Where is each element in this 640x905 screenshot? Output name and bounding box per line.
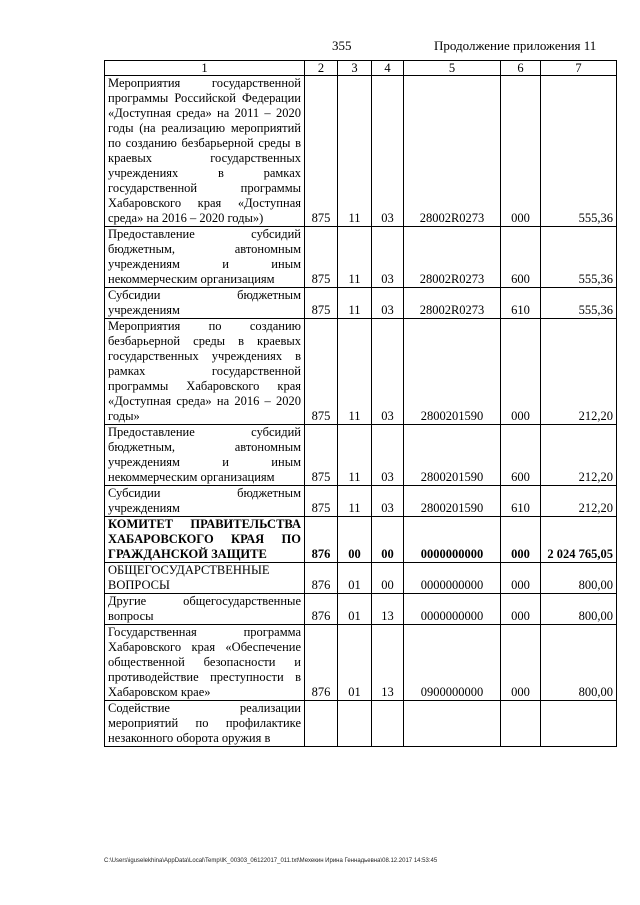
cell-ministry-code: 876 <box>305 594 338 625</box>
cell-subsection: 00 <box>372 517 404 563</box>
cell-expense-type: 000 <box>501 319 541 425</box>
cell-ministry-code: 876 <box>305 563 338 594</box>
cell-subsection: 03 <box>372 319 404 425</box>
cell-ministry-code: 875 <box>305 319 338 425</box>
appendix-continuation-title: Продолжение приложения 11 <box>434 38 597 53</box>
cell-subsection: 03 <box>372 425 404 486</box>
cell-subsection: 03 <box>372 76 404 227</box>
row-name: Субсидии бюджетным учреждениям <box>105 288 305 319</box>
cell-ministry-code: 876 <box>305 625 338 701</box>
cell-expense-type: 610 <box>501 486 541 517</box>
column-header: 4 <box>372 61 404 76</box>
column-header: 5 <box>404 61 501 76</box>
cell-section <box>338 701 372 747</box>
cell-amount <box>541 701 617 747</box>
cell-target-article: 2800201590 <box>404 319 501 425</box>
table-row <box>105 517 617 563</box>
cell-ministry-code: 875 <box>305 76 338 227</box>
cell-section: 01 <box>338 563 372 594</box>
cell-expense-type: 600 <box>501 227 541 288</box>
column-header: 1 <box>105 61 305 76</box>
cell-amount: 800,00 <box>541 563 617 594</box>
row-name: Государственная программа Хабаровского края «Обеспечение общественной безопасности и противодействие преступности в Хабаровском крае» <box>105 625 305 701</box>
cell-ministry-code: 876 <box>305 517 338 563</box>
table-row <box>105 319 617 425</box>
table-row <box>105 288 617 319</box>
cell-section: 11 <box>338 486 372 517</box>
cell-amount: 800,00 <box>541 594 617 625</box>
cell-expense-type: 000 <box>501 594 541 625</box>
column-header: 3 <box>338 61 372 76</box>
cell-target-article: 2800201590 <box>404 486 501 517</box>
row-name: Мероприятия государственной программы Российской Федерации «Доступная среда» на 2011 – 2020 годы (на реализацию мероприятий по созданию безбарьерной среды в краевых государственных учреждениях в рамках государственной программы Хабаровского края «Доступная среда» на 2016 – 2020 годы») <box>105 76 305 227</box>
cell-subsection: 03 <box>372 288 404 319</box>
table-row <box>105 425 617 486</box>
cell-amount: 212,20 <box>541 319 617 425</box>
cell-expense-type: 000 <box>501 517 541 563</box>
cell-ministry-code: 875 <box>305 288 338 319</box>
column-number-row <box>105 61 617 76</box>
cell-target-article: 28002R0273 <box>404 76 501 227</box>
cell-section: 01 <box>338 594 372 625</box>
cell-target-article: 0900000000 <box>404 625 501 701</box>
cell-amount: 555,36 <box>541 227 617 288</box>
cell-expense-type: 600 <box>501 425 541 486</box>
table-row <box>105 563 617 594</box>
row-name: Другие общегосударственные вопросы <box>105 594 305 625</box>
cell-target-article <box>404 701 501 747</box>
cell-expense-type: 610 <box>501 288 541 319</box>
cell-expense-type: 000 <box>501 563 541 594</box>
table-row <box>105 227 617 288</box>
row-name: Предоставление субсидий бюджетным, автономным учреждениям и иным некоммерческим организациям <box>105 227 305 288</box>
cell-section: 11 <box>338 288 372 319</box>
cell-target-article: 0000000000 <box>404 563 501 594</box>
column-header: 6 <box>501 61 541 76</box>
row-name: Предоставление субсидий бюджетным, автономным учреждениям и иным некоммерческим организациям <box>105 425 305 486</box>
row-name: ОБЩЕГОСУДАРСТВЕННЫЕ ВОПРОСЫ <box>105 563 305 594</box>
cell-amount: 212,20 <box>541 486 617 517</box>
cell-subsection <box>372 701 404 747</box>
cell-target-article: 28002R0273 <box>404 227 501 288</box>
row-name: Мероприятия по созданию безбарьерной среды в краевых государственных учреждениях в рамках государственной программы Хабаровского края «Доступная среда» на 2016 – 2020 годы» <box>105 319 305 425</box>
cell-section: 11 <box>338 76 372 227</box>
table-row <box>105 625 617 701</box>
page-number: 355 <box>332 38 352 53</box>
cell-target-article: 0000000000 <box>404 594 501 625</box>
cell-subsection: 13 <box>372 625 404 701</box>
cell-amount: 212,20 <box>541 425 617 486</box>
cell-amount: 800,00 <box>541 625 617 701</box>
column-header: 7 <box>541 61 617 76</box>
cell-section: 01 <box>338 625 372 701</box>
column-header: 2 <box>305 61 338 76</box>
cell-target-article: 28002R0273 <box>404 288 501 319</box>
table-row <box>105 594 617 625</box>
cell-ministry-code: 875 <box>305 486 338 517</box>
row-name: Содействие реализации мероприятий по профилактике незаконного оборота оружия в <box>105 701 305 747</box>
cell-expense-type <box>501 701 541 747</box>
budget-table <box>104 60 617 747</box>
cell-ministry-code: 875 <box>305 425 338 486</box>
cell-target-article: 2800201590 <box>404 425 501 486</box>
cell-section: 00 <box>338 517 372 563</box>
cell-subsection: 03 <box>372 227 404 288</box>
cell-amount: 2 024 765,05 <box>541 517 617 563</box>
cell-expense-type: 000 <box>501 76 541 227</box>
cell-section: 11 <box>338 425 372 486</box>
cell-ministry-code: 875 <box>305 227 338 288</box>
cell-target-article: 0000000000 <box>404 517 501 563</box>
row-name: КОМИТЕТ ПРАВИТЕЛЬСТВА ХАБАРОВСКОГО КРАЯ ПО ГРАЖДАНСКОЙ ЗАЩИТЕ <box>105 517 305 563</box>
cell-section: 11 <box>338 319 372 425</box>
row-name: Субсидии бюджетным учреждениям <box>105 486 305 517</box>
cell-subsection: 13 <box>372 594 404 625</box>
cell-expense-type: 000 <box>501 625 541 701</box>
cell-section: 11 <box>338 227 372 288</box>
cell-amount: 555,36 <box>541 76 617 227</box>
cell-ministry-code <box>305 701 338 747</box>
cell-amount: 555,36 <box>541 288 617 319</box>
cell-subsection: 03 <box>372 486 404 517</box>
table-row <box>105 486 617 517</box>
cell-subsection: 00 <box>372 563 404 594</box>
table-row <box>105 701 617 747</box>
file-path-footer: C:\Users\iguselekhina\AppData\Local\Temp\IK_00303_06122017_011.txt\Мехекин Ирина Геннадьевна\08.12.2017 14:53:45 <box>104 858 438 864</box>
table-row <box>105 76 617 227</box>
